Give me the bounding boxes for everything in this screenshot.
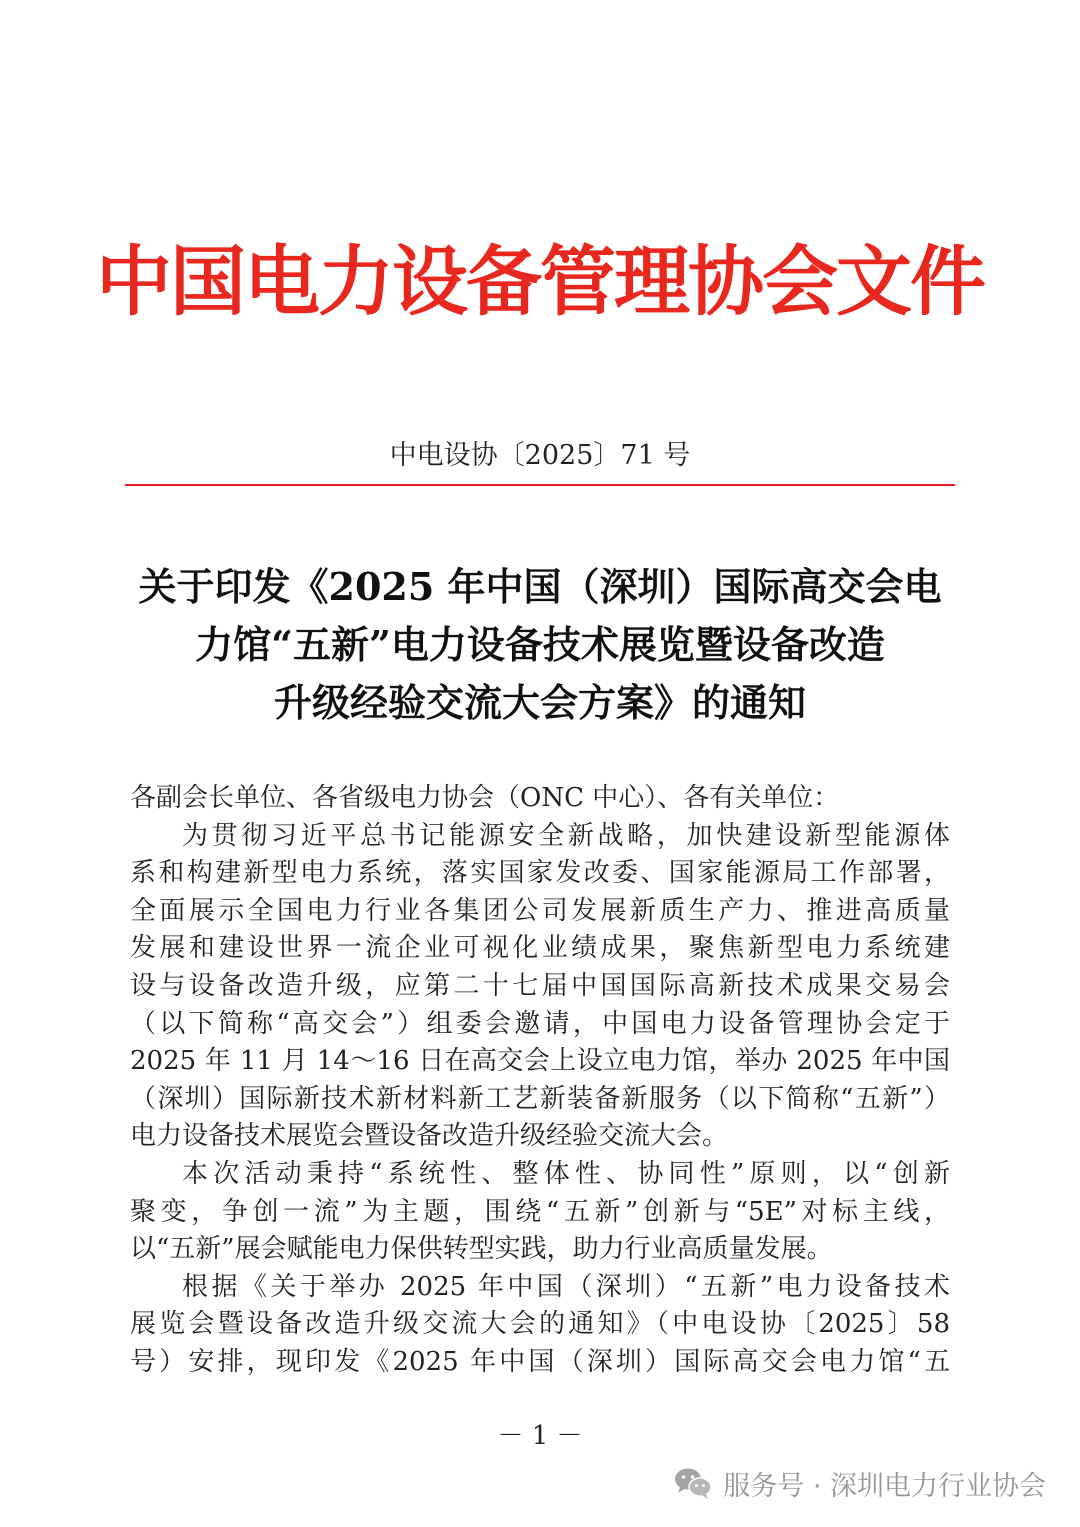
masthead-title: 中国电力设备管理协会文件 (96, 237, 984, 326)
body-line: 全面展示全国电力行业各集团公司发展新质生产力、推进高质量 (130, 895, 950, 926)
title-line: 升级经验交流大会方案》的通知 (273, 680, 806, 725)
title-line: 力馆“五新”电力设备技术展览暨设备改造 (195, 622, 885, 667)
body-line: 本次活动秉持“系统性、整体性、协同性”原则，以“创新 (182, 1158, 950, 1189)
body-line: 为贯彻习近平总书记能源安全新战略，加快建设新型能源体 (182, 820, 950, 851)
body-line: 系和构建新型电力系统，落实国家发改委、国家能源局工作部署， (130, 858, 950, 889)
body-line: 展览会暨设备改造升级交流大会的通知》（中电设协〔2025〕58 (130, 1309, 950, 1340)
body-line: 设与设备改造升级，应第二十七届中国国际高新技术成果交易会 (130, 970, 950, 1001)
salutation: 各副会长单位、各省级电力协会（ONC 中心）、各有关单位： (130, 783, 840, 813)
document-title (0, 558, 1080, 732)
body-line: 电力设备技术展览会暨设备改造升级经验交流大会。 (130, 1121, 729, 1152)
red-divider-line (125, 484, 955, 486)
page-number: － 1 － (497, 1421, 583, 1451)
document-number: 中电设协〔2025〕71 号 (389, 440, 691, 471)
wechat-icon (673, 1466, 713, 1500)
body-line: （深圳）国际新技术新材料新工艺新装备新服务（以下简称“五新”） (130, 1083, 950, 1114)
body-line: 号）安排，现印发《2025 年中国（深圳）国际高交会电力馆“五 (130, 1346, 950, 1377)
body-line: 2025 年 11 月 14～16 日在高交会上设立电力馆，举办 2025 年中国 (130, 1046, 950, 1077)
title-line: 关于印发《2025 年中国（深圳）国际高交会电 (138, 564, 942, 609)
body-line: 聚变，争创一流”为主题，围绕“五新”创新与“5E”对标主线， (130, 1196, 950, 1227)
body-line: 发展和建设世界一流企业可视化业绩成果，聚焦新型电力系统建 (130, 933, 950, 964)
wechat-watermark (673, 1462, 1046, 1504)
watermark-text: 服务号 · 深圳电力行业协会 (723, 1470, 1046, 1502)
document-body (130, 780, 950, 1382)
body-line: 根据《关于举办 2025 年中国（深圳）“五新”电力设备技术 (182, 1271, 950, 1302)
body-line: 以“五新”展会赋能电力保供转型实践，助力行业高质量发展。 (130, 1234, 833, 1265)
body-line: （以下简称“高交会”）组委会邀请，中国电力设备管理协会定于 (130, 1008, 950, 1039)
